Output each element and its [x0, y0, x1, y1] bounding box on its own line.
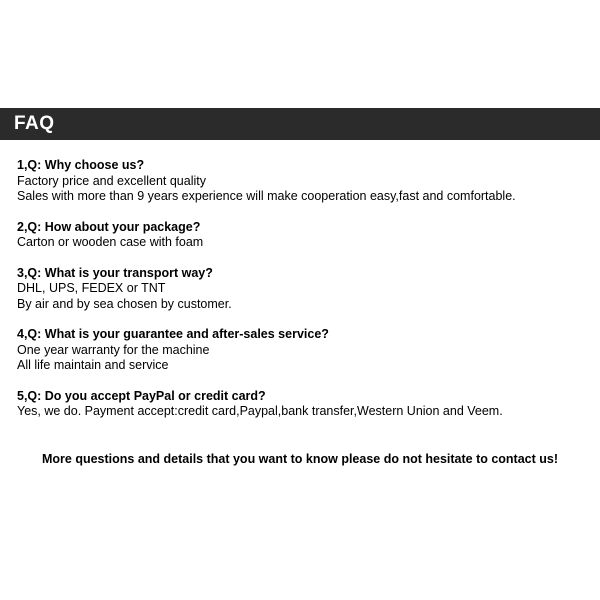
faq-item-4	[17, 327, 587, 374]
faq-answer: One year warranty for the machine	[17, 342, 210, 357]
contact-note: More questions and details that you want to know please do not hesitate to contact us!	[41, 452, 559, 466]
faq-item-2	[17, 220, 587, 251]
faq-answer: Carton or wooden case with foam	[17, 235, 204, 249]
faq-answer: Sales with more than 9 years experience will make cooperation easy,fast and comfortable.	[17, 189, 516, 203]
faq-answer: Yes, we do. Payment accept:credit card,Paypal,bank transfer,Western Union and Veem.	[17, 404, 503, 418]
faq-answer: By air and by sea chosen by customer.	[17, 296, 232, 311]
faq-answer: DHL, UPS, FEDEX or TNT	[17, 281, 166, 295]
faq-header-bar	[0, 108, 600, 140]
faq-question: 4,Q: What is your guarantee and after-sales service?	[17, 327, 329, 341]
faq-question: 1,Q: Why choose us?	[17, 158, 145, 172]
faq-title: FAQ	[14, 113, 55, 134]
faq-answer: Factory price and excellent quality	[17, 173, 206, 188]
faq-item-3	[17, 266, 587, 313]
faq-item-1	[17, 158, 587, 205]
faq-question: 3,Q: What is your transport way?	[17, 265, 213, 280]
faq-question: 2,Q: How about your package?	[17, 219, 201, 234]
faq-answer: All life maintain and service	[17, 358, 169, 372]
faq-item-5	[17, 389, 587, 420]
faq-question: 5,Q: Do you accept PayPal or credit card?	[17, 388, 266, 403]
faq-list	[17, 158, 587, 435]
